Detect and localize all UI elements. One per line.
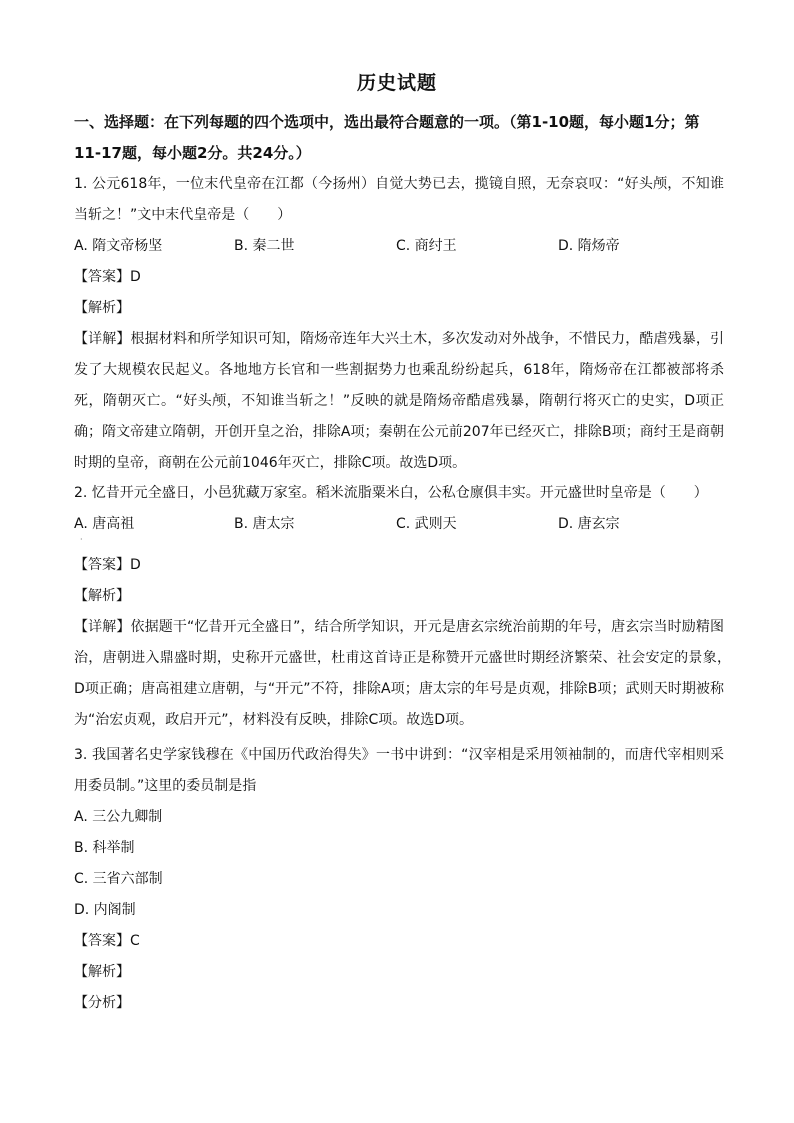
option-d: D. 隋炀帝 — [558, 238, 620, 254]
page-title: 历史试题 — [356, 72, 437, 94]
question-3 — [74, 740, 724, 1019]
detail-paragraph — [74, 612, 738, 736]
option-b: B. 唐太宗 — [234, 516, 295, 532]
answer-line — [74, 550, 724, 581]
answer-tag: 【答案】 — [74, 557, 130, 573]
analysis-tag: 【解析】 — [74, 300, 130, 316]
detail-text: 依据题干“忆昔开元全盛日”，结合所学知识，开元是唐玄宗统治前期的年号，唐玄宗当时励精图治，唐朝进入鼎盛时期，史称开元盛世，杜甫这首诗正是称赞开元盛世时期经济繁荣、社会安定的景象， D项正确；唐高祖建立唐朝，与“开元”不符，排除A项；唐太宗的年号是贞观，排除B项；武则天时期被称为“治宏贞观，政启开元”，材料没有反映，排除C项。故选D项。 — [74, 619, 738, 728]
question-3-stem: 3. 我国著名史学家钱穆在《中国历代政治得失》一书中讲到：“汉宰相是采用领袖制的，而唐代宰相则采用委员制。”这里的委员制是指 — [74, 747, 724, 794]
option-b: B. 秦二世 — [234, 238, 295, 254]
answer-line — [74, 262, 724, 293]
question-1-options — [74, 231, 724, 262]
question-2-options — [74, 509, 724, 540]
option-c: C. 武则天 — [396, 516, 457, 532]
question-2-stem: 2. 忆昔开元全盛日，小邑犹藏万家室。稻米流脂粟米白，公私仓廪俱丰实。开元盛世时皇帝是（ ） — [74, 485, 708, 501]
option-a: A. 三公九卿制 — [74, 809, 163, 825]
answer-value: D — [130, 557, 141, 573]
question-2 — [74, 478, 738, 736]
question-1 — [74, 169, 724, 479]
detail-tag: 【详解】 — [74, 331, 131, 347]
question-1-stem: 1. 公元618年，一位末代皇帝在江都（今扬州）自觉大势已去，揽镜自照，无奈哀叹：“好头颅，不知谁当斩之！”文中末代皇帝是（ ） — [74, 176, 724, 223]
section-heading: 一、选择题：在下列每题的四个选项中，选出最符合题意的一项。（第1-10题，每小题1分；第11-17题，每小题2分。共24分。） — [74, 113, 700, 162]
option-b: B. 科举制 — [74, 840, 135, 856]
detail-paragraph — [74, 324, 724, 479]
option-c: C. 三省六部制 — [74, 871, 163, 887]
analysis-tag: 【解析】 — [74, 588, 130, 604]
option-a: A. 唐高祖 — [74, 516, 135, 532]
stray-mark: · — [80, 535, 83, 544]
answer-tag: 【答案】 — [74, 933, 130, 949]
answer-line — [74, 926, 724, 957]
option-a: A. 隋文帝杨坚 — [74, 238, 163, 254]
option-d: D. 唐玄宗 — [558, 516, 620, 532]
answer-value: C — [130, 933, 140, 949]
answer-tag: 【答案】 — [74, 269, 130, 285]
detail-text: 根据材料和所学知识可知，隋炀帝连年大兴土木，多次发动对外战争，不惜民力，酷虐残暴，引发了大规模农民起义。各地地方长官和一些割据势力也乘乱纷纷起兵，618年，隋炀帝在江都被部将杀死，隋朝灭亡。“好头颅，不知谁当斩之！”反映的就是隋炀帝酷虐残暴，隋朝行将灭亡的史实，D项正确；隋文帝建立隋朝，开创开皇之治，排除A项；秦朝在公元前207年已经灭亡，排除B项；商纣王是商朝时期的皇帝，商朝在公元前1046年灭亡，排除C项。故选D项。 — [74, 331, 725, 471]
option-c: C. 商纣王 — [396, 238, 457, 254]
detail-tag: 【详解】 — [74, 619, 131, 635]
analysis-tag: 【解析】 — [74, 964, 130, 980]
option-d: D. 内阁制 — [74, 902, 136, 918]
fenxi-tag: 【分析】 — [74, 995, 130, 1011]
answer-value: D — [130, 269, 141, 285]
